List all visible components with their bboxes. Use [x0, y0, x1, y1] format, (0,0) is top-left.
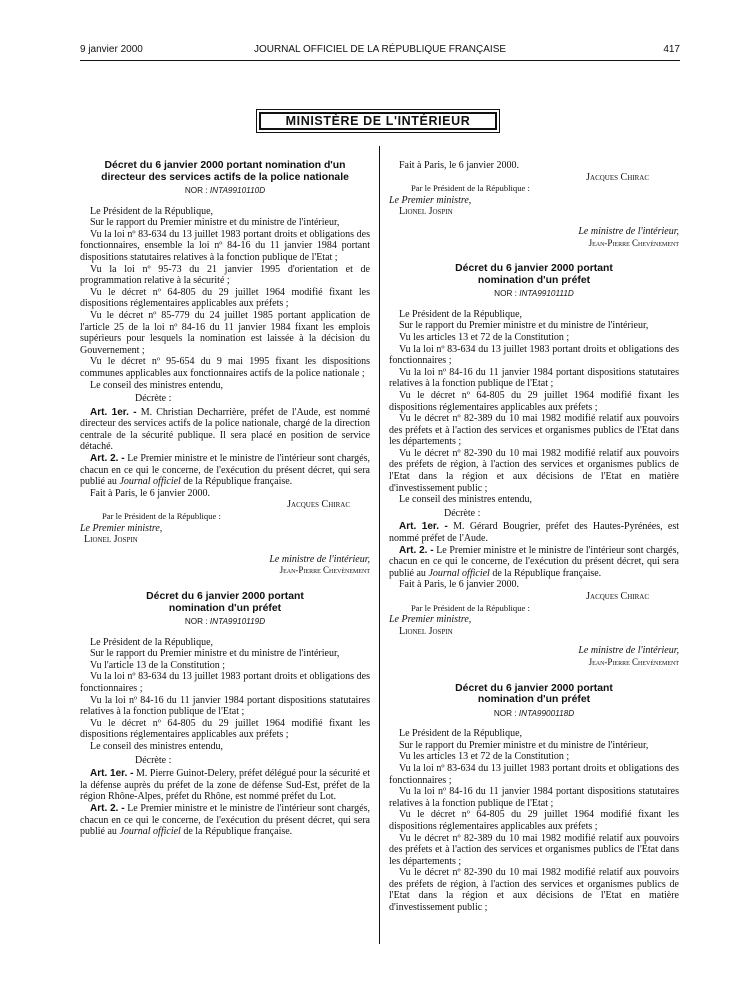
decree-3 [389, 263, 679, 668]
by-president: Par le Président de la République : [102, 511, 221, 522]
decree-paragraph: Le Président de la République, [399, 308, 523, 320]
nor-line [389, 288, 679, 300]
pm-title: Le Premier ministre, [389, 194, 472, 206]
journal-title: JOURNAL OFFICIEL DE LA RÉPUBLIQUE FRANÇAISE [253, 44, 507, 55]
article-2 [389, 545, 679, 580]
journal-officiel-ref: Journal officiel [119, 476, 181, 488]
decree-title: Décret du 6 janvier 2000 portant nomination d'un préfet [455, 263, 613, 286]
left-column [80, 160, 370, 838]
nor-line [80, 185, 370, 197]
article-text: M. Pierre Guinot-Delery, préfet délégué pour la sécurité et la défense auprès du préfet de la zone de défense Sud-Est, préfet de la région Rhône-Alpes, préfet du Rhône, est nommé préfet du Lot. [80, 768, 370, 803]
article-label: Art. 1er. - [399, 521, 448, 533]
pm-title: Le Premier ministre, [80, 522, 163, 534]
pm-name: Lionel Jospin [399, 625, 453, 637]
nor-line [80, 616, 370, 628]
journal-officiel-ref: Journal officiel [119, 826, 181, 838]
by-president: Par le Président de la République : [411, 602, 530, 613]
decree-paragraph: Vu le décret nº 82-390 du 10 mai 1982 modifié relatif aux pouvoirs des préfets de région, à l'action des services et organismes publics de l'Etat dans la région et aux décisions de l'Etat en matière d'investissement public ; [389, 447, 679, 494]
decree-paragraph: Vu le décret nº 64-805 du 29 juillet 1964 modifié fixant les dispositions réglementaires applicables aux préfets ; [80, 717, 370, 741]
decree-paragraph: Vu l'article 13 de la Constitution ; [90, 659, 226, 671]
decree-paragraph: Le Président de la République, [90, 636, 214, 648]
article-label: Art. 2. - [90, 453, 125, 465]
decree-paragraph: Vu le décret nº 95-654 du 9 mai 1995 fixant les dispositions communes applicables aux fonctionnaires actifs de la police nationale ; [80, 356, 370, 379]
article-text: Le Premier ministre et le ministre de l'intérieur sont chargés, chacun en ce qui le concerne, de l'exécution du présent décret, qui sera publié au [80, 802, 370, 838]
decree-paragraph: Vu la loi nº 83-634 du 13 juillet 1983 portant droits et obligations des fonctionnaires ; [389, 343, 679, 367]
president-signature: Jacques Chirac [586, 171, 649, 183]
minister-title: Le ministre de l'intérieur, [269, 553, 370, 565]
right-column [389, 160, 679, 914]
article-label: Art. 1er. - [90, 406, 137, 418]
by-president: Par le Président de la République : [411, 183, 530, 194]
minister-name: Jean-Pierre Chevènement [279, 565, 370, 576]
ministry-box [256, 109, 500, 133]
minister-name: Jean-Pierre Chevènement [588, 237, 679, 248]
decree-title: Décret du 6 janvier 2000 portant nomination d'un directeur des services actifs de la police nationale [101, 160, 349, 183]
article-text: de la République française. [180, 826, 293, 838]
article-text: Le Premier ministre et le ministre de l'intérieur sont chargés, chacun en ce qui le concerne, de l'exécution du présent décret, qui sera publié au [389, 544, 679, 579]
pm-name: Lionel Jospin [399, 206, 453, 218]
decree-paragraph: Le conseil des ministres entendu, [90, 379, 224, 391]
nor-label: NOR : [493, 708, 519, 718]
header-date: 9 janvier 2000 [80, 44, 143, 55]
nor-line [389, 708, 679, 720]
decree-paragraph: Vu les articles 13 et 72 de la Constitution ; [399, 751, 570, 763]
done-at: Fait à Paris, le 6 janvier 2000. [399, 579, 519, 591]
decree-body [80, 206, 370, 392]
decree-paragraph: Vu le décret nº 82-389 du 10 mai 1982 modifié relatif aux pouvoirs des préfets et à l'action des services et organismes publics de l'Etat dans les départements ; [389, 413, 679, 448]
done-at: Fait à Paris, le 6 janvier 2000. [90, 487, 210, 499]
minister-title: Le ministre de l'intérieur, [578, 645, 679, 657]
article-1 [80, 407, 370, 453]
decree-paragraph: Vu le décret nº 64-805 du 29 juillet 1964 modifié fixant les dispositions réglementaires applicables aux préfets ; [80, 286, 370, 310]
decrete-label: Décrète : [444, 507, 481, 519]
decree-paragraph: Vu la loi nº 84-16 du 11 janvier 1984 portant dispositions statutaires relatives à la fonction publique de l'Etat ; [389, 786, 679, 809]
journal-officiel-ref: Journal officiel [428, 567, 490, 579]
decree-4 [389, 683, 679, 914]
article-1 [389, 521, 679, 544]
article-1 [80, 768, 370, 803]
pm-name: Lionel Jospin [84, 534, 138, 546]
decree-paragraph: Sur le rapport du Premier ministre et du ministre de l'intérieur, [399, 739, 649, 751]
decree-paragraph: Vu le décret nº 82-389 du 10 mai 1982 modifié relatif aux pouvoirs des préfets et à l'action des services et organismes publics de l'Etat dans les départements ; [389, 832, 679, 867]
decree-paragraph: Le Président de la République, [90, 205, 214, 217]
decree-paragraph: Vu la loi nº 84-16 du 11 janvier 1984 portant dispositions statutaires relatives à la fonction publique de l'Etat ; [389, 366, 679, 390]
decree-paragraph: Vu les articles 13 et 72 de la Constitution ; [399, 331, 570, 343]
page-number: 417 [663, 44, 680, 55]
article-text: M. Christian Decharrière, préfet de l'Aude, est nommé directeur des services actifs de la police nationale, chargé de la direction centrale de la sécurité publique. Il sera placé en position de service détaché. [80, 406, 370, 453]
article-text: de la République française. [489, 567, 602, 579]
column-divider [379, 146, 380, 944]
decree-body [80, 637, 370, 753]
decree-body [389, 309, 679, 506]
decree-title: Décret du 6 janvier 2000 portant nomination d'un préfet [146, 591, 304, 614]
article-text: M. Gérard Bougrier, préfet des Hautes-Pyrénées, est nommé préfet de l'Aude. [389, 521, 679, 545]
nor-code: INTA9910119D [209, 617, 266, 626]
decree-paragraph: Vu la loi nº 83-634 du 13 juillet 1983 portant droits et obligations des fonctionnaires ; [389, 762, 679, 786]
decree-paragraph: Le Président de la République, [399, 728, 523, 740]
decree-1 [80, 160, 370, 577]
article-text: de la République française. [180, 476, 293, 488]
done-at: Fait à Paris, le 6 janvier 2000. [399, 160, 519, 171]
decree-paragraph: Vu le décret nº 82-390 du 10 mai 1982 modifié relatif aux pouvoirs des préfets de région, à l'action des services et organismes publics de l'Etat dans la région et aux décisions de l'Etat en matière d'investissement public ; [389, 867, 679, 914]
ministry-title: MINISTÈRE DE L'INTÉRIEUR [259, 112, 497, 130]
article-2 [80, 803, 370, 838]
article-text: Le Premier ministre et le ministre de l'intérieur sont chargés, chacun en ce qui le concerne, de l'exécution du présent décret, qui sera publié au [80, 453, 370, 488]
decree-paragraph: Vu la loi nº 84-16 du 11 janvier 1984 portant dispositions statutaires relatives à la fonction publique de l'Etat ; [80, 694, 370, 718]
article-label: Art. 2. - [399, 544, 434, 556]
decree-paragraph: Sur le rapport du Premier ministre et du ministre de l'intérieur, [399, 320, 649, 332]
decrete-label: Décrète : [135, 393, 172, 405]
nor-label: NOR : [494, 289, 520, 299]
decree-paragraph: Vu la loi nº 83-634 du 13 juillet 1983 portant droits et obligations des fonctionnaires ; [80, 671, 370, 694]
nor-code: INTA9900118D [518, 708, 575, 718]
pm-title: Le Premier ministre, [389, 614, 472, 626]
decree-paragraph: Vu la loi nº 95-73 du 21 janvier 1995 d'orientation et de programmation relative à la sécurité ; [80, 263, 370, 287]
decree-paragraph: Sur le rapport du Premier ministre et du ministre de l'intérieur, [90, 648, 340, 660]
decree-paragraph: Vu le décret nº 64-805 du 29 juillet 1964 modifié fixant les dispositions réglementaires applicables aux préfets ; [389, 809, 679, 832]
decree-paragraph: Vu le décret nº 85-779 du 24 juillet 1985 portant application de l'article 25 de la loi nº 84-16 du 11 janvier 1984 fixant les emplois supérieurs pour lesquels la nomination est laissée à la décision du Gouvernement ; [80, 309, 370, 356]
president-signature: Jacques Chirac [586, 591, 649, 602]
nor-label: NOR : [184, 186, 210, 195]
nor-code: INTA9910110D [209, 186, 266, 195]
president-signature: Jacques Chirac [287, 499, 350, 511]
nor-label: NOR : [184, 617, 210, 626]
decree-2 [80, 591, 370, 838]
article-2 [80, 453, 370, 488]
article-label: Art. 2. - [90, 802, 125, 814]
decree-2-signatures [389, 160, 679, 249]
nor-code: INTA9910111D [519, 289, 574, 299]
article-label: Art. 1er. - [90, 768, 134, 780]
decree-paragraph: Le conseil des ministres entendu, [399, 494, 533, 506]
running-header [80, 44, 680, 60]
header-rule [80, 60, 680, 61]
decree-paragraph: Le conseil des ministres entendu, [90, 740, 224, 752]
minister-name: Jean-Pierre Chevènement [588, 656, 679, 667]
decrete-label: Décrète : [135, 754, 172, 766]
decree-body [389, 728, 679, 914]
decree-paragraph: Vu le décret nº 64-805 du 29 juillet 1964 modifié fixant les dispositions réglementaires applicables aux préfets ; [389, 389, 679, 413]
decree-paragraph: Vu la loi nº 83-634 du 13 juillet 1983 portant droits et obligations des fonctionnaires, ensemble la loi nº 84-16 du 11 janvier 1984 portant dispositions statutaires relatives à la fonction publique de l'Etat ; [80, 228, 370, 263]
minister-title: Le ministre de l'intérieur, [578, 225, 679, 237]
decree-title: Décret du 6 janvier 2000 portant nomination d'un préfet [455, 682, 613, 706]
decree-paragraph: Sur le rapport du Premier ministre et du ministre de l'intérieur, [90, 217, 340, 229]
